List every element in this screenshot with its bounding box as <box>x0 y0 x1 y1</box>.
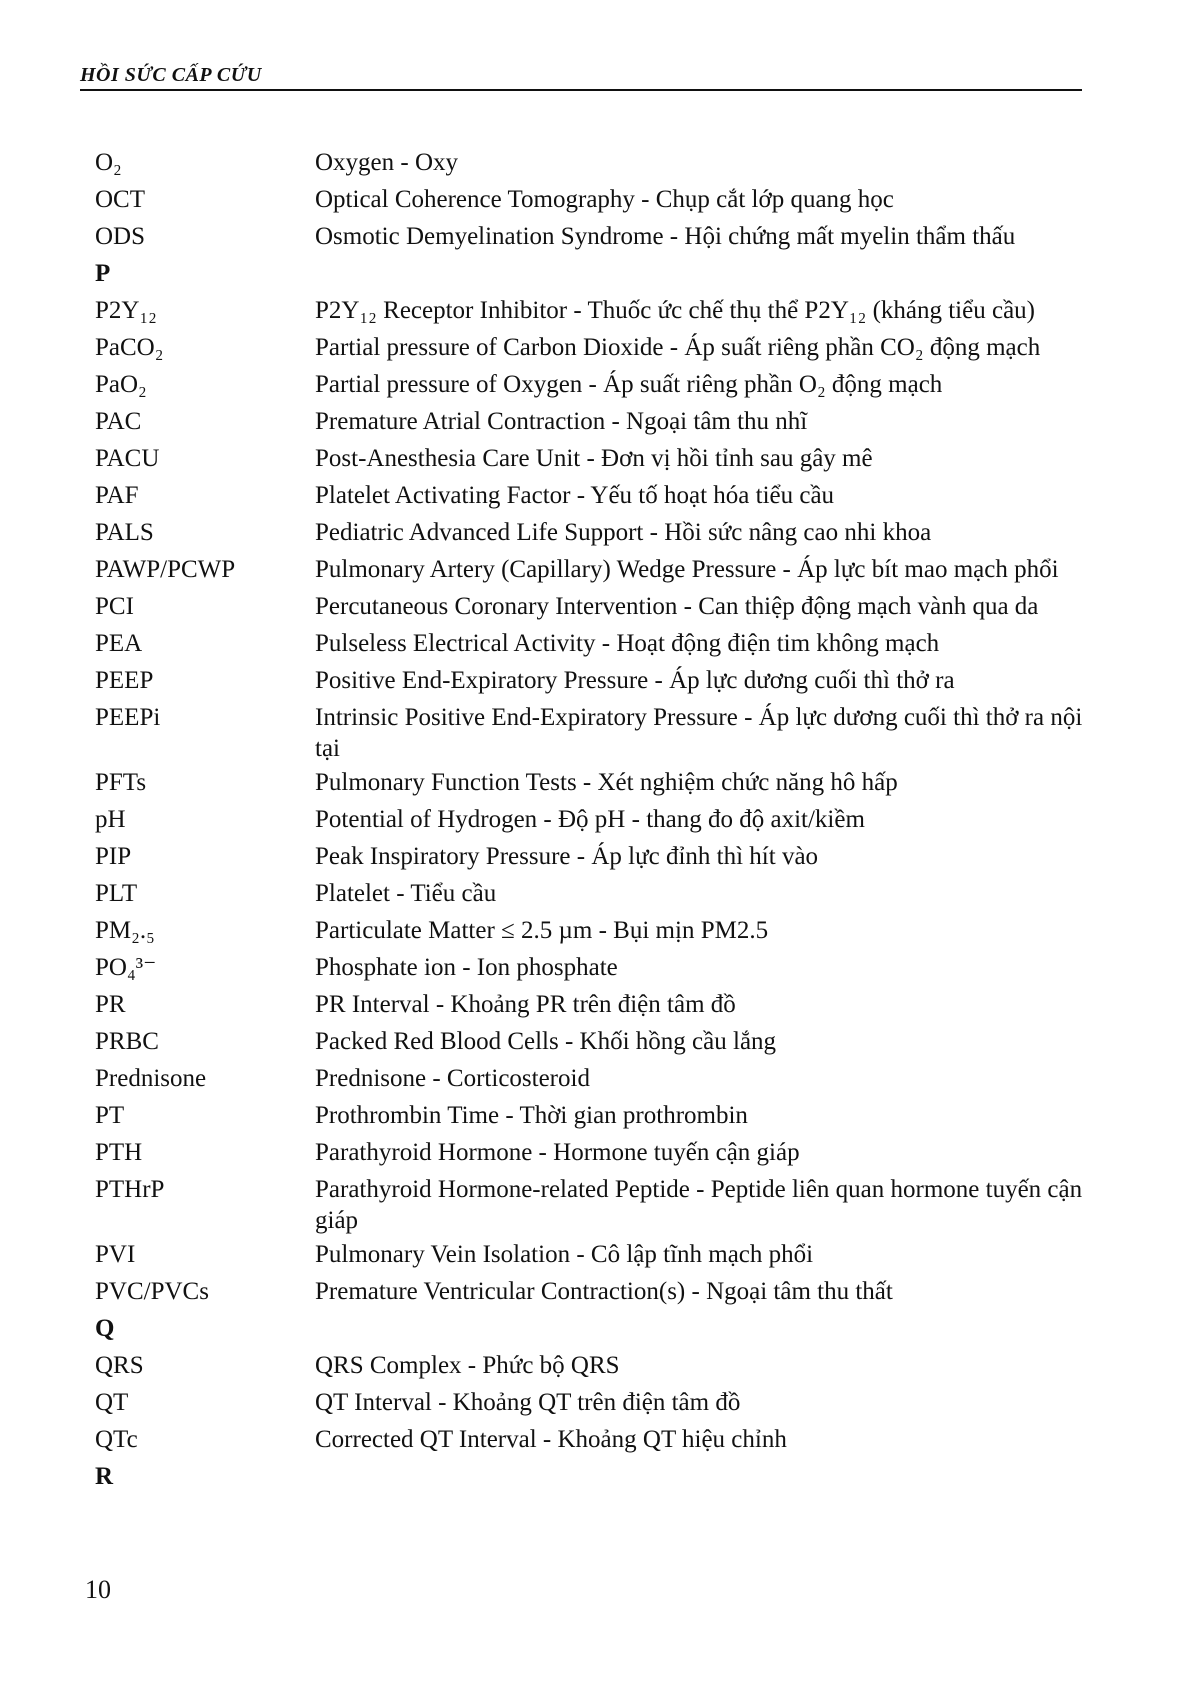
section-letter-row <box>95 255 1090 292</box>
abbreviation-definition: Premature Ventricular Contraction(s) - Ngoại tâm thu thất <box>315 1278 893 1305</box>
abbreviation-term: PVI <box>95 1241 136 1268</box>
abbreviation-definition: P2Y₁₂ Receptor Inhibitor - Thuốc ức chế thụ thể P2Y₁₂ (kháng tiểu cầu) <box>315 297 1035 324</box>
abbreviation-term: PaCO₂ <box>95 334 164 361</box>
abbreviation-definition: Pulmonary Function Tests - Xét nghiệm chức năng hô hấp <box>315 769 898 796</box>
abbreviation-row <box>95 1060 1090 1097</box>
abbreviation-definition: Packed Red Blood Cells - Khối hồng cầu lắng <box>315 1028 777 1055</box>
abbreviation-term: PTHrP <box>95 1176 165 1203</box>
abbreviation-term: QT <box>95 1389 129 1416</box>
abbreviation-definition: Pulmonary Vein Isolation - Cô lập tĩnh mạch phổi <box>315 1241 814 1268</box>
abbreviation-row <box>95 477 1090 514</box>
abbreviation-row <box>95 875 1090 912</box>
abbreviation-row <box>95 1273 1090 1310</box>
abbreviation-term: PAWP/PCWP <box>95 556 236 583</box>
abbreviation-row <box>95 440 1090 477</box>
abbreviation-definition: QT Interval - Khoảng QT trên điện tâm đồ <box>315 1389 741 1416</box>
abbreviation-term: PVC/PVCs <box>95 1278 209 1305</box>
abbreviation-term: pH <box>95 806 126 833</box>
abbreviation-term: PAC <box>95 408 142 435</box>
abbreviation-definition <box>315 1458 1090 1495</box>
abbreviation-row <box>95 1421 1090 1458</box>
abbreviation-row <box>95 699 1090 764</box>
abbreviation-term: PTH <box>95 1139 143 1166</box>
abbreviation-row <box>95 181 1090 218</box>
abbreviation-definition: Partial pressure of Oxygen - Áp suất riêng phần O₂ động mạch <box>315 371 943 398</box>
abbreviation-row <box>95 1347 1090 1384</box>
abbreviation-row <box>95 625 1090 662</box>
abbreviation-list <box>95 144 1090 1495</box>
abbreviation-term: PO₄³⁻ <box>95 954 157 981</box>
section-letter: R <box>95 1463 114 1490</box>
abbreviation-term: O₂ <box>95 149 122 176</box>
abbreviation-row <box>95 1236 1090 1273</box>
abbreviation-definition: Osmotic Demyelination Syndrome - Hội chứng mất myelin thẩm thấu <box>315 223 1016 250</box>
abbreviation-term: PALS <box>95 519 154 546</box>
abbreviation-row <box>95 218 1090 255</box>
abbreviation-row <box>95 1023 1090 1060</box>
section-letter: Q <box>95 1315 115 1342</box>
header-title: HỒI SỨC CẤP CỨU <box>80 64 262 86</box>
abbreviation-definition: Peak Inspiratory Pressure - Áp lực đỉnh thì hít vào <box>315 843 819 870</box>
abbreviation-term: PACU <box>95 445 160 472</box>
abbreviation-term: PEA <box>95 630 143 657</box>
abbreviation-definition: Platelet Activating Factor - Yếu tố hoạt hóa tiểu cầu <box>315 482 835 509</box>
abbreviation-row <box>95 514 1090 551</box>
abbreviation-definition: Optical Coherence Tomography - Chụp cắt lớp quang học <box>315 186 894 213</box>
abbreviation-definition: Parathyroid Hormone-related Peptide - Peptide liên quan hormone tuyến cận giáp <box>315 1176 1083 1234</box>
section-letter-row <box>95 1310 1090 1347</box>
abbreviation-term: PEEP <box>95 667 154 694</box>
abbreviation-row <box>95 1171 1090 1236</box>
abbreviation-definition: Partial pressure of Carbon Dioxide - Áp suất riêng phần CO₂ động mạch <box>315 334 1041 361</box>
abbreviation-definition: Phosphate ion - Ion phosphate <box>315 954 618 981</box>
abbreviation-definition: QRS Complex - Phức bộ QRS <box>315 1352 620 1379</box>
abbreviation-definition: PR Interval - Khoảng PR trên điện tâm đồ <box>315 991 736 1018</box>
section-letter: P <box>95 260 111 287</box>
running-header <box>80 64 1082 91</box>
abbreviation-definition <box>315 1310 1090 1347</box>
abbreviation-term: QRS <box>95 1352 144 1379</box>
abbreviation-row <box>95 588 1090 625</box>
abbreviation-definition: Oxygen - Oxy <box>315 149 459 176</box>
abbreviation-definition: Intrinsic Positive End-Expiratory Pressure - Áp lực dương cuối thì thở ra nội tại <box>315 704 1083 762</box>
abbreviation-term: PAF <box>95 482 139 509</box>
abbreviation-term: PM₂.₅ <box>95 917 155 944</box>
abbreviation-definition: Prothrombin Time - Thời gian prothrombin <box>315 1102 748 1129</box>
abbreviation-row <box>95 366 1090 403</box>
abbreviation-row <box>95 1134 1090 1171</box>
abbreviation-row <box>95 403 1090 440</box>
abbreviation-definition: Parathyroid Hormone - Hormone tuyến cận giáp <box>315 1139 800 1166</box>
abbreviation-row <box>95 144 1090 181</box>
abbreviation-definition: Percutaneous Coronary Intervention - Can thiệp động mạch vành qua da <box>315 593 1039 620</box>
abbreviation-term: PT <box>95 1102 125 1129</box>
abbreviation-term: OCT <box>95 186 145 213</box>
abbreviation-row <box>95 949 1090 986</box>
abbreviation-term: PCI <box>95 593 134 620</box>
abbreviation-row <box>95 292 1090 329</box>
abbreviation-definition: Post-Anesthesia Care Unit - Đơn vị hồi tỉnh sau gây mê <box>315 445 873 472</box>
abbreviation-term: PRBC <box>95 1028 159 1055</box>
abbreviation-term: PLT <box>95 880 138 907</box>
abbreviation-definition: Potential of Hydrogen - Độ pH - thang đo độ axit/kiềm <box>315 806 865 833</box>
abbreviation-row <box>95 986 1090 1023</box>
abbreviation-row <box>95 551 1090 588</box>
abbreviation-definition: Corrected QT Interval - Khoảng QT hiệu chỉnh <box>315 1426 787 1453</box>
abbreviation-definition: Positive End-Expiratory Pressure - Áp lực dương cuối thì thở ra <box>315 667 955 694</box>
abbreviation-term: PIP <box>95 843 132 870</box>
page-number: 10 <box>85 1575 111 1604</box>
abbreviation-definition: Platelet - Tiểu cầu <box>315 880 497 907</box>
section-letter-row <box>95 1458 1090 1495</box>
abbreviation-definition: Particulate Matter ≤ 2.5 µm - Bụi mịn PM2.5 <box>315 917 769 944</box>
abbreviation-term: P2Y₁₂ <box>95 297 157 324</box>
abbreviation-row <box>95 1384 1090 1421</box>
abbreviation-row <box>95 329 1090 366</box>
abbreviation-term: ODS <box>95 223 146 250</box>
abbreviation-row <box>95 838 1090 875</box>
abbreviation-term: Prednisone <box>95 1065 207 1092</box>
abbreviation-definition: Pulseless Electrical Activity - Hoạt động điện tim không mạch <box>315 630 940 657</box>
abbreviation-term: QTc <box>95 1426 138 1453</box>
abbreviation-definition: Pediatric Advanced Life Support - Hồi sức nâng cao nhi khoa <box>315 519 932 546</box>
abbreviation-definition: Prednisone - Corticosteroid <box>315 1065 590 1092</box>
abbreviation-row <box>95 1097 1090 1134</box>
abbreviation-definition: Premature Atrial Contraction - Ngoại tâm thu nhĩ <box>315 408 808 435</box>
abbreviation-term: PaO₂ <box>95 371 147 398</box>
abbreviation-row <box>95 912 1090 949</box>
abbreviation-row <box>95 764 1090 801</box>
abbreviation-term: PR <box>95 991 126 1018</box>
abbreviation-definition: Pulmonary Artery (Capillary) Wedge Pressure - Áp lực bít mao mạch phổi <box>315 556 1059 583</box>
abbreviation-row <box>95 801 1090 838</box>
abbreviation-term: PFTs <box>95 769 147 796</box>
abbreviation-definition <box>315 255 1090 292</box>
abbreviation-row <box>95 662 1090 699</box>
abbreviation-term: PEEPi <box>95 704 161 731</box>
